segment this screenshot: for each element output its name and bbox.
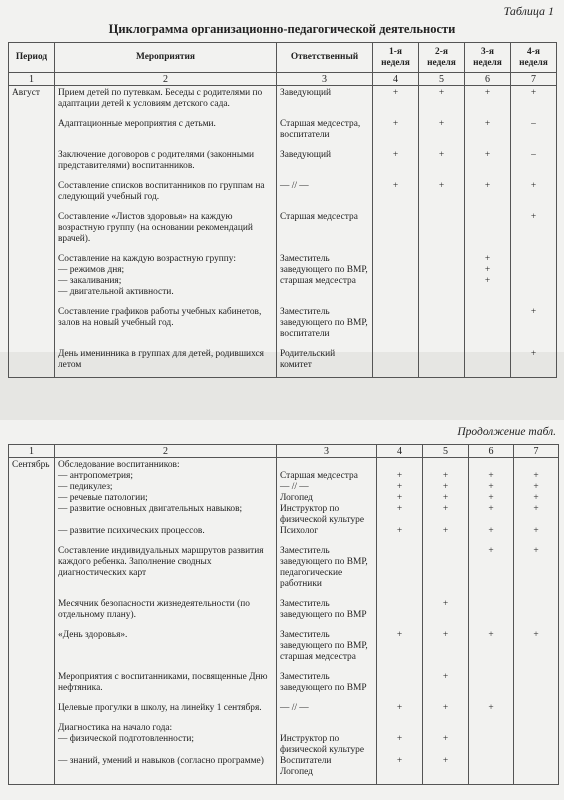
- week-1-mark: +: [373, 147, 419, 178]
- responsible-cell: Заведующий: [277, 86, 373, 117]
- week-1-mark: [373, 209, 419, 251]
- col-header-week-3: 3-я неделя: [465, 43, 511, 73]
- col-number: 1: [9, 445, 55, 458]
- week-2-mark: + + + + +: [423, 458, 469, 544]
- week-1-mark: +: [373, 86, 419, 117]
- period-cell: [9, 627, 55, 669]
- week-3-mark: +: [465, 116, 511, 147]
- col-number: 1: [9, 73, 55, 86]
- week-1-mark: +: [373, 178, 419, 209]
- week-3-mark: +: [469, 627, 514, 669]
- table-row: [9, 543, 559, 596]
- col-header-week-2: 2-я неделя: [419, 43, 465, 73]
- table-row: [9, 669, 559, 700]
- document-title: Циклограмма организационно-педагогической деятельности: [108, 22, 456, 36]
- week-2-mark: +: [419, 147, 465, 178]
- responsible-cell: Заместитель заведующего по ВМР, старшая медсестра: [277, 627, 377, 669]
- week-4-mark: + + + + +: [514, 458, 559, 544]
- week-1-mark: [377, 596, 423, 627]
- col-header-week-1: 1-я неделя: [373, 43, 419, 73]
- table-row: [9, 627, 559, 669]
- responsible-cell: Старшая медсестра — // — Логопед Инструктор по физической культуре Психолог: [277, 458, 377, 544]
- week-1-mark: [373, 251, 419, 304]
- week-3-mark: [469, 669, 514, 700]
- week-1-mark: + +: [377, 720, 423, 785]
- week-3-mark: +: [465, 147, 511, 178]
- week-4-mark: –: [511, 147, 557, 178]
- table-row: [9, 209, 557, 251]
- activity-cell: «День здоровья».: [55, 627, 277, 669]
- week-4-mark: [514, 669, 559, 700]
- week-2-mark: [419, 251, 465, 304]
- period-cell: [9, 700, 55, 720]
- week-3-mark: +: [465, 86, 511, 117]
- period-cell: Август: [9, 86, 55, 117]
- week-3-mark: [465, 304, 511, 346]
- week-1-mark: [373, 346, 419, 378]
- activity-cell: Заключение договоров с родителями (законными представителями) воспитанников.: [55, 147, 277, 178]
- week-2-mark: +: [423, 700, 469, 720]
- week-4-mark: –: [511, 116, 557, 147]
- col-number: 6: [465, 73, 511, 86]
- col-header-week-4: 4-я неделя: [511, 43, 557, 73]
- col-number: 5: [419, 73, 465, 86]
- week-3-mark: [465, 346, 511, 378]
- week-4-mark: +: [511, 209, 557, 251]
- week-4-mark: [514, 596, 559, 627]
- week-2-mark: +: [423, 627, 469, 669]
- activity-cell: Целевые прогулки в школу, на линейку 1 сентября.: [55, 700, 277, 720]
- week-2-mark: +: [419, 116, 465, 147]
- table-label: Таблица 1: [503, 4, 554, 18]
- responsible-cell: Заместитель заведующего по ВМР, воспитатели: [277, 304, 373, 346]
- week-3-mark: [469, 596, 514, 627]
- responsible-cell: Родительский комитет: [277, 346, 373, 378]
- activity-cell: Диагностика на начало года: — физической подготовленности; — знаний, умений и навыков (согласно программе): [55, 720, 277, 785]
- week-4-mark: [511, 251, 557, 304]
- responsible-cell: Инструктор по физической культуре Воспитатели Логопед: [277, 720, 377, 785]
- period-cell: [9, 116, 55, 147]
- activity-cell: Месячник безопасности жизнедеятельности (по отдельному плану).: [55, 596, 277, 627]
- activity-cell: Составление «Листов здоровья» на каждую возрастную группу (на основании рекомендаций врачей).: [55, 209, 277, 251]
- period-cell: [9, 346, 55, 378]
- period-cell: [9, 209, 55, 251]
- col-number: 5: [423, 445, 469, 458]
- table-row: [9, 178, 557, 209]
- col-number: 3: [277, 73, 373, 86]
- week-1-mark: +: [377, 700, 423, 720]
- activity-cell: Составление на каждую возрастную группу: — режимов дня; — закаливания; — двигательной активности.: [55, 251, 277, 304]
- week-3-mark: +: [465, 178, 511, 209]
- col-number: 4: [373, 73, 419, 86]
- period-cell: Сентябрь: [9, 458, 55, 544]
- week-1-mark: +: [377, 627, 423, 669]
- col-header-responsible: Ответственный: [277, 43, 373, 73]
- period-cell: [9, 669, 55, 700]
- activity-cell: Прием детей по путевкам. Беседы с родителями по адаптации детей к условиям детского сада.: [55, 86, 277, 117]
- period-cell: [9, 304, 55, 346]
- week-4-mark: +: [514, 543, 559, 596]
- responsible-cell: Заместитель заведующего по ВМР: [277, 669, 377, 700]
- table-row: [9, 458, 559, 544]
- week-2-mark: [419, 209, 465, 251]
- week-4-mark: [514, 720, 559, 785]
- week-3-mark: + + +: [465, 251, 511, 304]
- continuation-label: Продолжение табл.: [457, 426, 556, 438]
- responsible-cell: Заместитель заведующего по ВМР, старшая медсестра: [277, 251, 373, 304]
- responsible-cell: Заместитель заведующего по ВМР, педагогические работники: [277, 543, 377, 596]
- period-cell: [9, 720, 55, 785]
- table-row: [9, 346, 557, 378]
- activity-cell: Составление списков воспитанников по группам на следующий учебный год.: [55, 178, 277, 209]
- table-september: [8, 444, 559, 785]
- activity-cell: День именинника в группах для детей, родившихся летом: [55, 346, 277, 378]
- table-row: [9, 147, 557, 178]
- col-number: 2: [55, 445, 277, 458]
- responsible-cell: Заместитель заведующего по ВМР: [277, 596, 377, 627]
- activity-cell: Обследование воспитанников: — антропометрия; — педикулез; — речевые патологии; — развитие основных двигательных навыков; — развитие психических процессов.: [55, 458, 277, 544]
- week-2-mark: +: [423, 669, 469, 700]
- period-cell: [9, 178, 55, 209]
- week-3-mark: +: [469, 700, 514, 720]
- week-4-mark: +: [511, 304, 557, 346]
- col-number: 3: [277, 445, 377, 458]
- table-row: [9, 304, 557, 346]
- period-cell: [9, 251, 55, 304]
- week-4-mark: +: [511, 346, 557, 378]
- week-1-mark: [377, 543, 423, 596]
- col-number: 7: [511, 73, 557, 86]
- week-1-mark: + + + + +: [377, 458, 423, 544]
- col-number: 2: [55, 73, 277, 86]
- week-4-mark: +: [514, 627, 559, 669]
- week-3-mark: + + + + +: [469, 458, 514, 544]
- table-row: [9, 720, 559, 785]
- period-cell: [9, 543, 55, 596]
- week-2-mark: [419, 304, 465, 346]
- week-2-mark: [419, 346, 465, 378]
- table-row: [9, 116, 557, 147]
- week-2-mark: +: [419, 86, 465, 117]
- col-number: 4: [377, 445, 423, 458]
- responsible-cell: Старшая медсестра, воспитатели: [277, 116, 373, 147]
- col-header-activities: Мероприятия: [55, 43, 277, 73]
- period-cell: [9, 596, 55, 627]
- week-3-mark: [469, 720, 514, 785]
- responsible-cell: — // —: [277, 178, 373, 209]
- activity-cell: Составление индивидуальных маршрутов развития каждого ребенка. Заполнение сводных диагностических карт: [55, 543, 277, 596]
- responsible-cell: Старшая медсестра: [277, 209, 373, 251]
- week-1-mark: +: [373, 116, 419, 147]
- week-3-mark: +: [469, 543, 514, 596]
- table-row: [9, 86, 557, 117]
- week-1-mark: [377, 669, 423, 700]
- week-2-mark: +: [423, 596, 469, 627]
- week-1-mark: [373, 304, 419, 346]
- activity-cell: Адаптационные мероприятия с детьми.: [55, 116, 277, 147]
- week-2-mark: +: [419, 178, 465, 209]
- week-3-mark: [465, 209, 511, 251]
- week-4-mark: +: [511, 86, 557, 117]
- week-2-mark: [423, 543, 469, 596]
- table-row: [9, 251, 557, 304]
- week-2-mark: + +: [423, 720, 469, 785]
- week-4-mark: +: [511, 178, 557, 209]
- table-row: [9, 700, 559, 720]
- period-cell: [9, 147, 55, 178]
- col-number: 6: [469, 445, 514, 458]
- activity-cell: Составление графиков работы учебных кабинетов, залов на новый учебный год.: [55, 304, 277, 346]
- col-number: 7: [514, 445, 559, 458]
- responsible-cell: — // —: [277, 700, 377, 720]
- table-row: [9, 596, 559, 627]
- week-4-mark: [514, 700, 559, 720]
- activity-cell: Мероприятия с воспитанниками, посвященные Дню нефтяника.: [55, 669, 277, 700]
- col-header-period: Период: [9, 43, 55, 73]
- table-august: [8, 42, 557, 378]
- responsible-cell: Заведующий: [277, 147, 373, 178]
